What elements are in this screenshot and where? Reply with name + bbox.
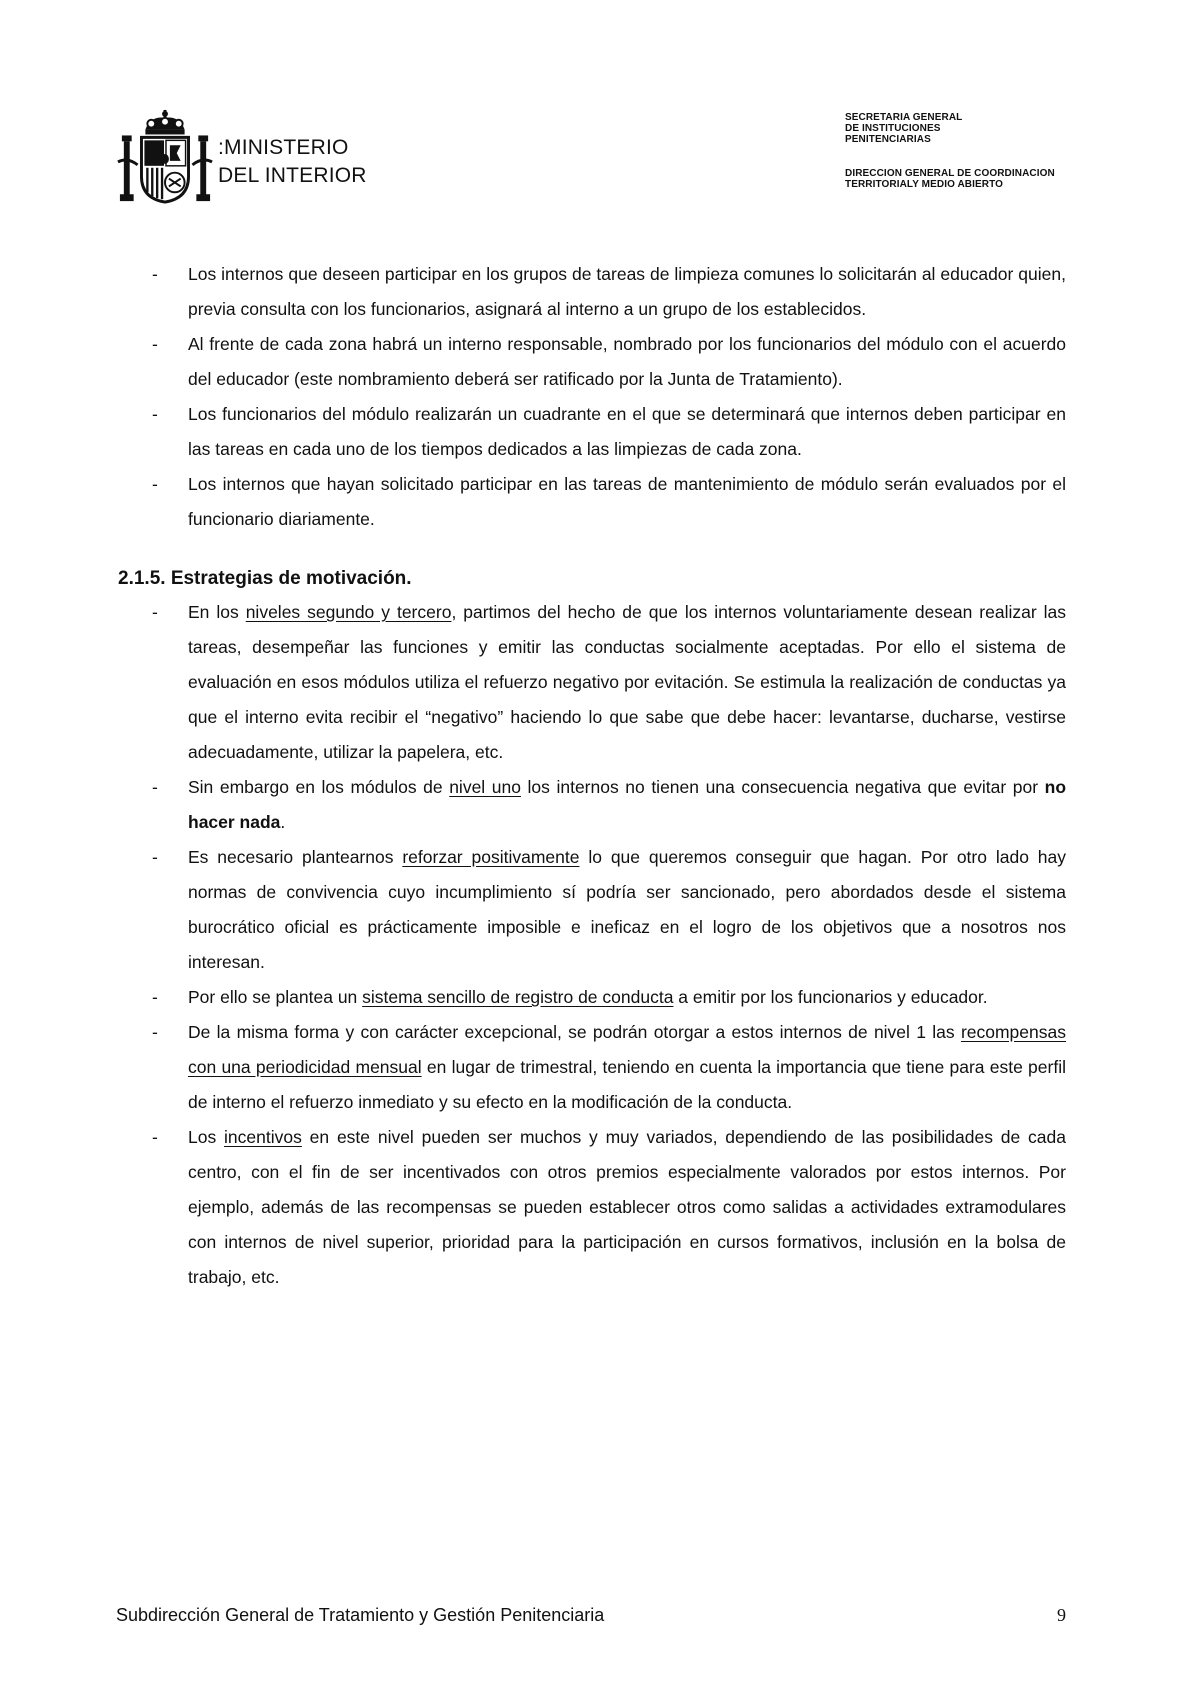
underlined-text: nivel uno — [449, 777, 521, 797]
list-item — [118, 980, 1066, 1015]
text: En los — [188, 602, 246, 622]
text: lo que queremos conseguir que hagan. Por otro lado hay normas de convivencia cuyo incumplimiento sí podría ser sancionado, pero abordados desde el sistema burocrático oficial es prácticamente imposible e ineficaz en el logro de los objetivos que a nosotros nos interesan. — [188, 847, 1066, 972]
bullet-dash: - — [152, 404, 158, 424]
bold-text: no hacer nada — [188, 777, 1067, 832]
text: . — [280, 812, 286, 832]
department-header — [845, 112, 1055, 190]
secretaria-line-3: PENITENCIARIAS — [845, 134, 931, 145]
bullet-dash: - — [152, 602, 158, 622]
direccion-line-1: DIRECCION GENERAL DE COORDINACION — [845, 168, 1055, 179]
list-item-text: Los internos que deseen participar en los grupos de tareas de limpieza comunes lo solicitarán al educador quien, previa consulta con los funcionarios, asignará al interno a un grupo de los establecidos. — [188, 264, 1066, 319]
bullet-dash: - — [152, 987, 158, 1007]
text: Sin embargo en los módulos de — [188, 777, 450, 797]
direccion-line-2: TERRITORIALY MEDIO ABIERTO — [845, 179, 1003, 190]
list-item — [118, 1120, 1066, 1295]
list-item — [118, 1015, 1066, 1120]
bullet-dash: - — [152, 1022, 158, 1042]
spanish-coat-of-arms-icon — [116, 108, 214, 206]
secretaria-block — [845, 112, 1055, 145]
page-number: 9 — [1057, 1605, 1066, 1625]
ministry-name — [218, 134, 367, 190]
bullet-dash: - — [152, 264, 158, 284]
list-item — [118, 770, 1066, 840]
list-item-text: Los funcionarios del módulo realizarán un cuadrante en el que se determinará que internos deben participar en las tareas en cada uno de los tiempos dedicados a las limpiezas de cada zona. — [188, 404, 1066, 459]
text: en lugar de trimestral, teniendo en cuenta la importancia que tiene para este perfil de interno el refuerzo inmediato y su efecto en la modificación de la conducta. — [188, 1057, 1066, 1112]
bullet-dash: - — [152, 334, 158, 354]
bullet-dash: - — [152, 777, 158, 797]
list-item-text: Los internos que hayan solicitado participar en las tareas de mantenimiento de módulo serán evaluados por el funcionario diariamente. — [188, 474, 1066, 529]
underlined-text: recompensas con una periodicidad mensual — [188, 1022, 1066, 1077]
list-item-text: Al frente de cada zona habrá un interno responsable, nombrado por los funcionarios del módulo con el acuerdo del educador (este nombramiento deberá ser ratificado por la Junta de Tratamiento). — [188, 334, 1066, 389]
ministry-line-1: :MINISTERIO — [218, 136, 349, 159]
underlined-text: incentivos — [224, 1127, 302, 1147]
list-item — [118, 327, 1066, 397]
footer-text: Subdirección General de Tratamiento y Gestión Penitenciaria — [116, 1605, 605, 1625]
text: los internos no tienen una consecuencia negativa que evitar por — [520, 777, 1045, 797]
text: Es necesario plantearnos — [188, 847, 403, 867]
list-item — [118, 840, 1066, 980]
underlined-text: niveles segundo y tercero — [245, 602, 452, 622]
list-item — [118, 397, 1066, 467]
underlined-text: sistema sencillo de registro de conducta — [362, 987, 674, 1007]
document-body — [118, 257, 1066, 1295]
bullet-dash: - — [152, 1127, 158, 1147]
text: Los — [188, 1127, 225, 1147]
text: De la misma forma y con carácter excepcional, se podrán otorgar a estos internos de nivel 1 las — [188, 1022, 961, 1042]
secretaria-line-1: SECRETARIA GENERAL — [845, 112, 963, 123]
page-footer — [116, 1605, 1066, 1626]
bullet-dash: - — [152, 847, 158, 867]
secretaria-line-2: DE INSTITUCIONES — [845, 123, 941, 134]
cleaning-tasks-list — [118, 257, 1066, 537]
text: , partimos del hecho de que los internos voluntariamente desean realizar las tareas, desempeñar las funciones y emitir las conductas socialmente aceptadas. Por ello el sistema de evaluación en esos módulos utiliza el refuerzo negativo por evitación. Se estimula la realización de conductas ya que el interno evita recibir el “negativo” haciendo lo que sabe que debe hacer: levantarse, ducharse, vestirse adecuadamente, utilizar la papelera, etc. — [188, 602, 1066, 762]
direccion-block — [845, 168, 1055, 190]
underlined-text: reforzar positivamente — [402, 847, 580, 867]
text: a emitir por los funcionarios y educador. — [673, 987, 988, 1007]
list-item — [118, 257, 1066, 327]
section-heading: 2.1.5. Estrategias de motivación. — [118, 568, 412, 589]
list-item — [118, 467, 1066, 537]
ministry-line-2: DEL INTERIOR — [218, 164, 367, 187]
list-item — [118, 595, 1066, 770]
page-header — [0, 0, 1187, 230]
motivation-strategies-list — [118, 595, 1066, 1295]
text: Por ello se plantea un — [188, 987, 363, 1007]
text: en este nivel pueden ser muchos y muy variados, dependiendo de las posibilidades de cada centro, con el fin de ser incentivados con otros premios especialmente valorados por estos internos. Por ejemplo, además de las recompensas se pueden establecer otros como salidas a actividades extramodulares con internos de nivel superior, prioridad para la participación en cursos formativos, inclusión en la bolsa de trabajo, etc. — [188, 1127, 1066, 1287]
bullet-dash: - — [152, 474, 158, 494]
